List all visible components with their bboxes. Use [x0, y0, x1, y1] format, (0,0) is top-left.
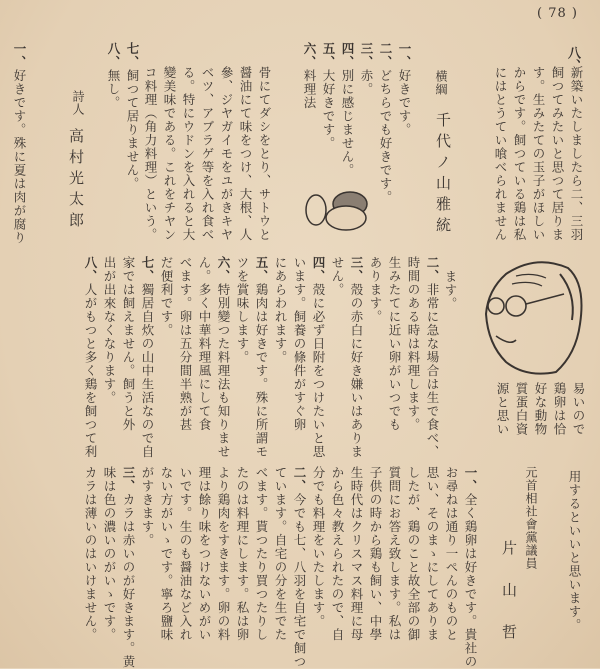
- side-text: 易いので 鶏卵は恰 好な動物 質蛋白資 源と思い: [495, 382, 586, 436]
- answers-seven-eight: 七、飼つて居りません。 八、無し。: [106, 42, 140, 191]
- answers-list: 二、非常に急な場合は生で食べ、 時間のある時は料理します。 生みたてに近い卵がいつでも あります。 三、殼の赤白に好き嫌いはありま せん。 四、殼に必ず日附をつけたいと思 います。飼養の條件がすぐ卵 にあらわれます。 五、鶏肉は好きです。殊に所謂モ ツを賞味します。 六、特別變つた料理法も知りませ ん。多く中華料理風にして食 べます。卵は五分間半熟が甚 だ便利です。 七、獨居自炊の山中生活なので自 家では飼えません。飼うと外 出が出來なくなります。 八、人がもつと多く鶏を飼つて利: [83, 256, 440, 459]
- answer-text: 新築いたしましたら二、三羽 飼つてみたいと思つて居りま す。生みたての玉子がほしい からです。飼つている鶏は私 にはとうてい喰べられません: [493, 66, 584, 242]
- author-title: 横綱: [434, 70, 448, 96]
- answer-number: 八、: [565, 46, 580, 72]
- answers-list: 一、好きです。 二、どちらでも好きです。 三、赤。 四、別に感じません。 五、大好きです。 六、料理法: [302, 42, 412, 204]
- author-name: 千代ノ山雅統: [434, 112, 452, 238]
- portrait-illustration: [476, 254, 594, 382]
- author-name: 高村光太郎: [67, 128, 85, 233]
- page-number: ( 78 ): [537, 6, 578, 21]
- continued-text: 用するといいと思います。: [567, 470, 582, 632]
- author-title: 詩人: [71, 90, 85, 116]
- continued-text: ます。: [443, 270, 458, 311]
- author-name: 片 山 哲: [500, 540, 518, 645]
- recipe-text: 骨にてダシをとり、サトウと 醤油にて味をつけ、大根、人 參、ジヤガイモをユがきキヤ ベツ、アブラゲ等を入れ食べ る。特にウドンを入れると大 變美味である。これをチヤン コ料理（角力料理）という。: [143, 66, 272, 242]
- eggs-illustration: [300, 186, 372, 234]
- answer-text: 一、好きです。殊に夏は肉が腐り: [12, 42, 27, 245]
- author-title: 元首相社會黨議員: [524, 466, 538, 570]
- answers-list: 一、全く鶏卵は好きです。貴社の お尋ねは通り一ぺんのものと 思い、そのまゝにしてありま したが、鶏のこと故全部の御 質問にお答え致します。私は 子供の時から鶏も飼い、中學 生時代はクリスマス料理に母 から色々教えられたので、自 分でも料理をいたします。 二、今でも七、八羽を自宅で飼つ ています。自宅の分を生でた べます。貰つたり買つたりし たのは料理にします。私は卵 より鶏肉をすきます。卵の料 理は餘り味をつけないめがい いです。生のも醤油など入れ ない方がいゝです。寧ろ鹽味 がすきます。 三、カラは赤いのが好きます。黄 味は色の濃いのがいゝです。 カラは薄いのはいけません。: [83, 466, 478, 669]
